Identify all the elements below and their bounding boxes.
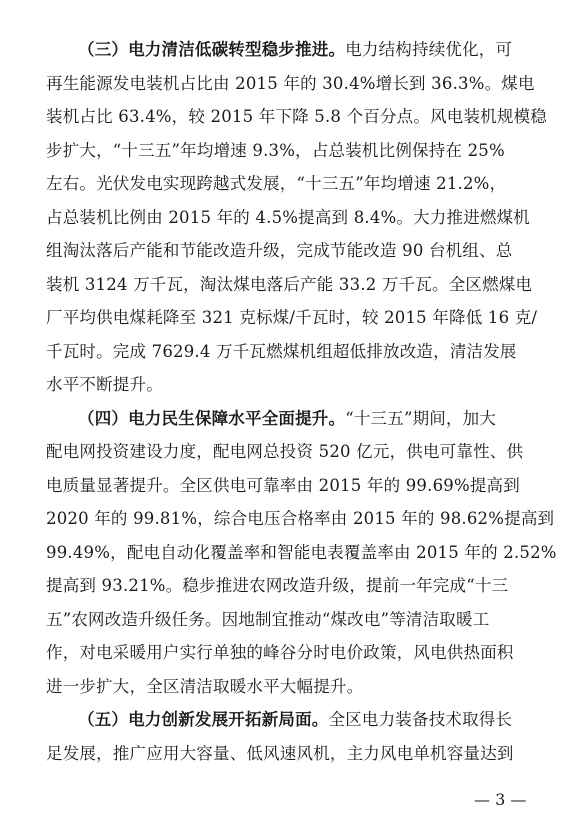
paragraph-3-line-3: 装机占比 63.4%，较 2015 年下降 5.8 个百分点。风电装机规模稳 (46, 107, 547, 126)
paragraph-3-line-1: 电力结构持续优化，可 (345, 40, 513, 59)
paragraph-3-line-10: 千瓦时。完成 7629.4 万千瓦燃煤机组超低排放改造，清洁发展 (46, 341, 517, 361)
paragraph-3-line-4: 步扩大，“十三五”年均增速 9.3%，占总装机比例保持在 25% (46, 140, 505, 160)
paragraph-4-line-4: 2020 年的 99.81%，综合电压合格率由 2015 年的 98.62%提高到 (46, 509, 555, 528)
paragraph-3-line-7: 组淘汰落后产能和节能改造升级，完成节能改造 90 台机组、总 (46, 241, 513, 260)
paragraph-3-line-8: 装机 3124 万千瓦，淘汰煤电落后产能 33.2 万千瓦。全区燃煤电 (46, 274, 533, 294)
body-text (46, 33, 557, 770)
section-heading-5: （五）电力创新发展开拓新局面。 (78, 710, 329, 729)
paragraph-5-first-line (46, 703, 536, 737)
paragraph-3-first-line (46, 33, 536, 67)
paragraph-4-line-3: 电质量显著提升。全区供电可靠率由 2015 年的 99.69%提高到 (46, 475, 520, 495)
paragraph-5-line-2: 足发展，推广应用大容量、低风速风机，主力风电单机容量达到 (46, 743, 514, 763)
paragraph-3-line-9: 厂平均供电煤耗降至 321 克标煤/千瓦时，较 2015 年降低 16 克/ (46, 308, 538, 327)
paragraph-4-line-8: 作，对电采暖用户实行单独的峰谷分时电价政策，风电供热面积 (46, 643, 514, 662)
section-heading-3: （三）电力清洁低碳转型稳步推进。 (78, 40, 346, 59)
paragraph-5-line-1: 全区电力装备技术取得长 (328, 710, 513, 729)
paragraph-3-line-2: 再生能源发电装机占比由 2015 年的 30.4%增长到 36.3%。煤电 (46, 73, 535, 93)
paragraph-3-line-11: 水平不断提升。 (46, 375, 163, 394)
paragraph-4-line-2: 配电网投资建设力度，配电网总投资 520 亿元，供电可靠性、供 (46, 442, 524, 461)
paragraph-4-line-1: “十三五”期间，加大 (345, 408, 497, 428)
paragraph-3-line-5: 左右。光伏发电实现跨越式发展，“十三五”年均增速 21.2%， (46, 174, 507, 193)
section-heading-4: （四）电力民生保障水平全面提升。 (78, 408, 346, 428)
page-number: — 3 — (474, 790, 527, 809)
paragraph-4-first-line (46, 402, 536, 436)
paragraph-3-line-6: 占总装机比例由 2015 年的 4.5%提高到 8.4%。大力推进燃煤机 (46, 207, 531, 227)
paragraph-4-line-5: 99.49%，配电自动化覆盖率和智能电表覆盖率由 2015 年的 2.52% (46, 542, 557, 562)
paragraph-4-line-6: 提高到 93.21%。稳步推进农网改造升级，提前一年完成“十三 (46, 576, 509, 595)
paragraph-4-line-7: 五”农网改造升级任务。因地制宜推动“煤改电”等清洁取暖工 (46, 609, 490, 629)
paragraph-4-line-9: 进一步扩大，全区清洁取暖水平大幅提升。 (46, 676, 364, 696)
